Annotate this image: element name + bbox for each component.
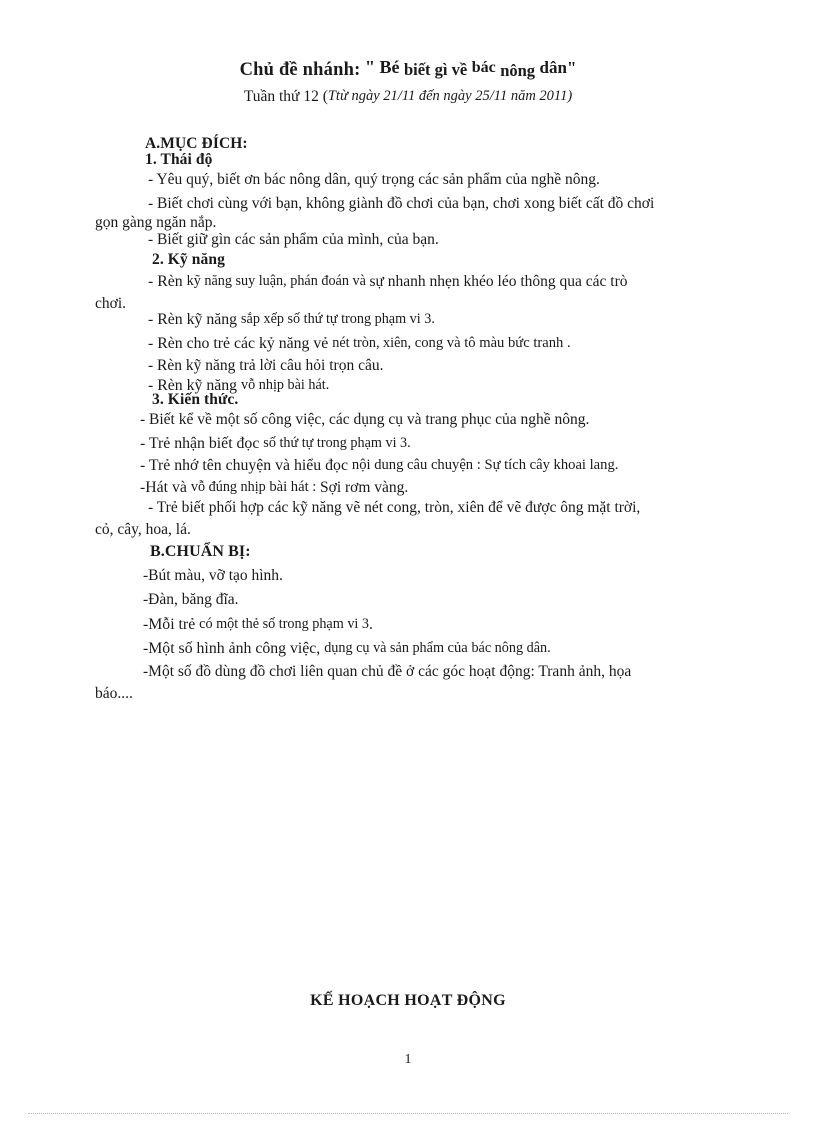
subtitle-daterange: Ttừ ngày 21/11 đến ngày 25/11 năm 2011): [327, 88, 573, 104]
section-b-line-6: báo....: [95, 685, 133, 702]
a2-l1-part-b: kỹ năng suy luận, phán đoán và: [186, 273, 370, 289]
footer-heading: KẾ HOẠCH HOẠT ĐỘNG: [310, 992, 506, 1009]
section-b-line-2: -Đàn, băng đĩa.: [143, 591, 239, 608]
section-b-line-4: [143, 641, 551, 657]
a2-l6-part-b: vỗ nhịp bài hát.: [241, 377, 330, 393]
title-word-5: nông: [500, 61, 536, 80]
section-b-heading: B.CHUẨN BỊ:: [150, 543, 251, 560]
page-number: 1: [404, 1052, 412, 1067]
b-l3-part-b: có một thẻ số trong phạm vi 3: [199, 616, 369, 632]
a2-l3-part-a: - Rèn kỹ năng: [148, 311, 242, 328]
b-l4-part-c: của: [447, 639, 472, 656]
title-word-2: Bé: [379, 57, 400, 77]
b-l3-part-a: -Mỗi trẻ: [143, 616, 200, 633]
title-word-4: bác: [471, 59, 496, 76]
section-a3-heading: 3. Kiến thức.: [152, 391, 239, 408]
subtitle-week: Tuần thứ 12 (: [243, 88, 328, 105]
a3-l4-part-d: Sợi rơm vàng.: [320, 479, 409, 496]
section-a-heading: A.MỤC ĐÍCH:: [145, 135, 248, 152]
section-a3-line-1: - Biết kể về một số công việc, các dụng cụ và trang phục của nghề nông.: [140, 411, 590, 428]
a3-l4-part-b: vỗ đúng nhịp: [190, 479, 270, 495]
b-l4-part-b: dụng cụ và sản phẩm: [324, 640, 448, 656]
document-subtitle: [0, 88, 816, 106]
a2-l3-part-b: sắp xếp số thứ tự trong phạm vi 3.: [241, 311, 435, 327]
a2-l6-part-a: - Rèn kỹ năng: [148, 377, 242, 394]
section-a2-heading: 2. Kỹ năng: [152, 251, 225, 268]
section-b-line-1: -Bút màu, vỡ tạo hình.: [143, 567, 283, 584]
b-l3-part-c: .: [369, 616, 373, 633]
a2-l4-part-b: nét tròn, xiên: [332, 335, 408, 351]
a3-l3-part-a: - Trẻ nhớ tên chuyện và hiểu đọc: [140, 457, 352, 474]
section-a3-line-4: [140, 480, 408, 496]
title-word-3: biết gì về: [403, 60, 468, 79]
bottom-scan-rule: [28, 1113, 788, 1114]
a3-l4-part-a: -Hát và: [140, 479, 191, 496]
title-word-6: dân": [539, 58, 577, 77]
section-a2-line-3: [148, 312, 435, 328]
title-quote-open: ": [364, 57, 375, 77]
section-a1-heading: 1. Thái độ: [145, 151, 213, 168]
section-a3-line-5: - Trẻ biết phối hợp các kỹ năng vẽ nét cong, tròn, xiên để vẽ được ông mặt trời,: [148, 499, 641, 516]
section-a2-line-5: - Rèn kỹ năng trả lời câu hỏi trọn câu.: [148, 357, 384, 374]
b-l4-part-a: -Một số hình ảnh công việc,: [143, 640, 325, 657]
section-b-line-5: -Một số đồ dùng đồ chơi liên quan chủ đề ở các góc hoạt động: Tranh ảnh, họa: [143, 663, 632, 680]
section-a1-line-2: - Biết chơi cùng với bạn, không giành đồ chơi của bạn, chơi xong biết cất đồ chơi: [148, 195, 655, 212]
section-a1-line-3: gọn gàng ngăn nắp.: [95, 214, 217, 231]
section-b-line-3: [143, 617, 373, 633]
section-a1-line-1: - Yêu quý, biết ơn bác nông dân, quý trọng các sản phẩm của nghề nông.: [148, 171, 600, 188]
section-a1-line-4: - Biết giữ gìn các sản phẩm của mình, của bạn.: [148, 231, 439, 248]
a2-l4-part-c: , cong và tô màu bức tranh .: [407, 334, 571, 351]
title-word-1: Chủ đề nhánh:: [239, 60, 361, 80]
a3-l2-part-b: số thứ tự trong phạm vi 3.: [263, 435, 411, 451]
document-title: [0, 58, 816, 80]
section-a2-line-1: [148, 274, 628, 290]
a2-l1-part-a: - Rèn: [148, 273, 187, 290]
section-a3-line-3: [140, 458, 618, 474]
section-a2-line-2: chơi.: [95, 295, 127, 312]
b-l4-part-d: bác nông dân.: [471, 640, 551, 656]
a2-l4-part-a: - Rèn cho trẻ các kỷ năng vẻ: [148, 335, 333, 352]
a3-l3-part-b: nội dung câu chuyện : Sự tích cây khoai lang.: [351, 456, 619, 473]
a3-l2-part-a: - Trẻ nhận biết đọc: [140, 435, 264, 452]
section-a3-line-2: [140, 436, 411, 452]
section-a3-line-6: cỏ, cây, hoa, lá.: [95, 521, 191, 538]
a3-l4-part-c: bài hát :: [269, 478, 320, 495]
a2-l1-part-c: sự nhanh nhẹn khéo léo thông qua các trò: [369, 273, 628, 290]
section-a2-line-4: [148, 336, 571, 352]
